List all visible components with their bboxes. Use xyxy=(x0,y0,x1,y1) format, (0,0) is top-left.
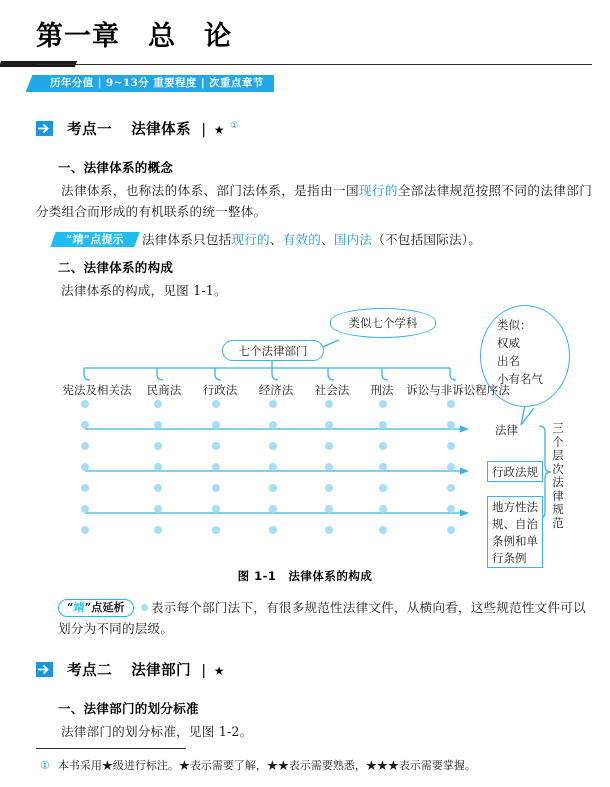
department-label-6: 诉讼与非诉讼程序法 xyxy=(406,383,510,397)
figure-dot xyxy=(212,505,220,513)
kaodian-1-title: 法律体系 xyxy=(131,122,192,138)
department-label-5: 刑法 xyxy=(370,383,394,397)
figure-dot xyxy=(154,400,162,408)
tip-text-a: 法律体系只包括 xyxy=(141,232,232,247)
footnote-number: ① xyxy=(40,759,50,772)
figure-dot xyxy=(269,505,277,513)
chapter-header xyxy=(0,6,610,72)
kaodian-1-footnote-ref: ① xyxy=(230,121,239,131)
department-label-4: 社会法 xyxy=(314,383,350,397)
score-badge xyxy=(36,75,274,92)
figure-dot xyxy=(154,484,162,492)
pill-quote-open: “ xyxy=(67,601,74,614)
subheading-3: 一、法律部门的划分标准 xyxy=(58,701,199,716)
department-label-1: 民商法 xyxy=(146,383,182,397)
analysis-pill-badge xyxy=(58,599,134,617)
figure-dot xyxy=(379,442,387,450)
paragraph-concept-b: 全部法律规范按照不同的法律部门分类组合而形成的有机联系的统一整体。 xyxy=(36,183,593,219)
figure-dot xyxy=(154,526,162,534)
department-label-0: 宪法及相关法 xyxy=(62,383,132,397)
tip-highlight-1: 现行的 xyxy=(231,232,270,247)
figure-dot xyxy=(447,505,455,513)
figure-dot xyxy=(81,526,89,534)
figure-dot xyxy=(325,442,333,450)
figure-dot xyxy=(269,484,277,492)
figure-vertical-label: 三个层次法律规范 xyxy=(552,421,564,530)
kaodian-1-separator: | xyxy=(201,122,207,138)
figure-dot xyxy=(379,463,387,471)
figure-dot xyxy=(154,505,162,513)
kaodian-1-stars: ★ xyxy=(213,123,226,137)
kaodian-2-title: 法律部门 xyxy=(131,663,192,679)
kaodian-2-label: 考点二 xyxy=(67,663,113,679)
figure-dot xyxy=(81,442,89,450)
figure-dot xyxy=(325,400,333,408)
kaodian-2-stars: ★ xyxy=(213,664,226,678)
figure-dot xyxy=(325,505,333,513)
department-label-2: 行政法 xyxy=(202,383,238,397)
figure-dot xyxy=(212,463,220,471)
pill-quote-close: ” xyxy=(84,601,92,614)
figure-1-1 xyxy=(0,300,610,583)
subheading-2: 二、法律体系的构成 xyxy=(58,260,174,275)
tip-row-1 xyxy=(58,230,592,250)
pill-highlight: 靖 xyxy=(73,601,85,614)
pill-rest: 点延析 xyxy=(91,601,125,614)
tier-label-1: 行政法规 xyxy=(487,461,543,482)
figure-dot xyxy=(447,526,455,534)
blue-dot-icon xyxy=(141,604,148,611)
figure-callout-top: 类似七个学科 xyxy=(330,308,436,338)
figure-dot xyxy=(81,463,89,471)
bubble-line-0: 类似： xyxy=(497,318,532,332)
figure-dot xyxy=(379,400,387,408)
kaodian-1-label: 考点一 xyxy=(67,122,113,138)
figure-dot xyxy=(154,442,162,450)
figure-dot xyxy=(212,526,220,534)
figure-dot xyxy=(269,400,277,408)
figure-root-node: 七个法律部门 xyxy=(222,340,324,361)
tier-label-0: 法律 xyxy=(495,423,518,437)
paragraph-concept-a: 法律体系，也称法的体系、部门法体系，是指由一国 xyxy=(61,183,359,198)
header-rule-thin xyxy=(36,64,592,65)
tip-sep-2: 、 xyxy=(321,232,334,247)
footnote-text: 本书采用★级进行标注。★表示需要了解，★★表示需要熟悉，★★★表示需要掌握。 xyxy=(57,759,476,772)
figure-dot xyxy=(447,400,455,408)
figure-dot xyxy=(81,421,89,429)
tier-label-2: 地方性法规、自治条例和单行条例 xyxy=(487,496,543,568)
kaodian-2-separator: | xyxy=(201,663,207,679)
figure-dot xyxy=(379,484,387,492)
bubble-line-1: 权威 xyxy=(497,336,520,350)
figure-dot xyxy=(81,484,89,492)
footnote xyxy=(40,757,596,774)
page-title: 第一章 总 论 xyxy=(36,21,232,52)
analysis-text: 表示每个部门法下，有很多规范性法律文件，从横向看，这些规范性文件可以划分为不同的层级。 xyxy=(58,600,586,636)
figure-dot xyxy=(447,421,455,429)
arrow-right-icon xyxy=(36,121,53,136)
paragraph-structure: 法律体系的构成，见图 1-1。 xyxy=(61,283,227,298)
figure-dot xyxy=(379,421,387,429)
department-label-3: 经济法 xyxy=(258,383,294,397)
tip-highlight-3: 国内法 xyxy=(333,232,373,247)
figure-dot xyxy=(379,505,387,513)
tip-highlight-2: 有效的 xyxy=(282,232,321,247)
analysis-row xyxy=(58,597,592,639)
bubble-line-3: 小有名气 xyxy=(497,372,543,386)
figure-dot xyxy=(325,421,333,429)
bubble-line-2: 出名 xyxy=(497,354,520,368)
tip-badge-1-label: “靖”点提示 xyxy=(66,233,124,246)
figure-dot xyxy=(269,442,277,450)
figure-dot xyxy=(325,463,333,471)
figure-dot xyxy=(212,400,220,408)
figure-dot xyxy=(212,484,220,492)
figure-dot xyxy=(447,484,455,492)
tip-text-b: （不包括国际法）。 xyxy=(372,232,482,247)
figure-dot xyxy=(212,421,220,429)
figure-caption: 图 1-1 法律体系的构成 xyxy=(237,569,373,583)
subheading-1: 一、法律体系的概念 xyxy=(58,160,174,175)
figure-dot xyxy=(269,463,277,471)
figure-dot xyxy=(269,421,277,429)
paragraph-concept xyxy=(36,180,592,222)
figure-dot xyxy=(154,421,162,429)
section-heading-kaodian-1 xyxy=(36,118,238,139)
paragraph-concept-highlight: 现行的 xyxy=(358,183,398,198)
figure-dot xyxy=(447,463,455,471)
section-heading-kaodian-2 xyxy=(36,659,225,680)
footnote-rule xyxy=(36,748,186,749)
figure-dot xyxy=(81,505,89,513)
paragraph-division: 法律部门的划分标准，见图 1-2。 xyxy=(61,724,253,739)
figure-dot xyxy=(447,442,455,450)
score-badge-label: 历年分值 | 9~13分 重要程度 | 次重点章节 xyxy=(50,77,264,89)
figure-dot xyxy=(269,526,277,534)
figure-dot xyxy=(325,526,333,534)
figure-dot xyxy=(212,442,220,450)
figure-dot xyxy=(325,484,333,492)
figure-dot xyxy=(379,526,387,534)
figure-dot xyxy=(154,463,162,471)
tip-badge-1 xyxy=(58,232,132,247)
figure-dot xyxy=(81,400,89,408)
tip-sep-1: 、 xyxy=(269,232,283,247)
arrow-right-icon-2 xyxy=(36,662,53,677)
